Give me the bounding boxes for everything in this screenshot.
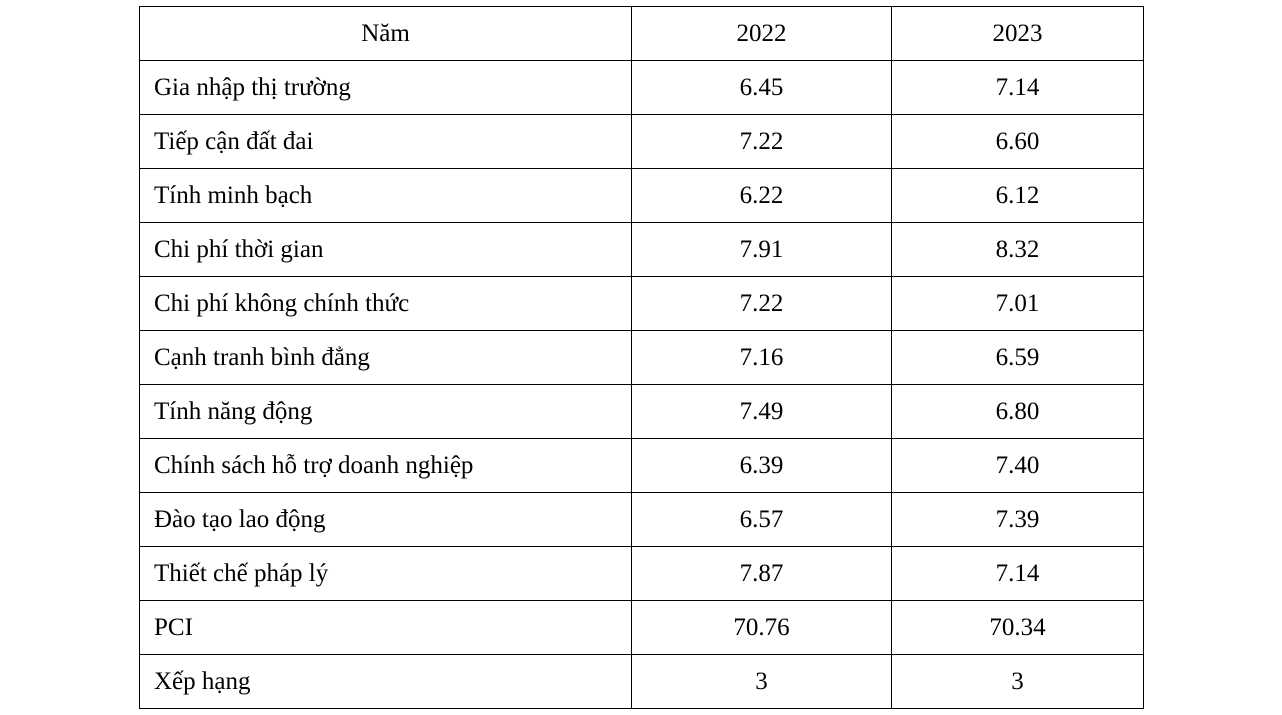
row-label: PCI bbox=[140, 601, 632, 655]
row-value-2023: 7.01 bbox=[892, 277, 1144, 331]
table-row bbox=[140, 439, 1144, 493]
row-value-2023: 8.32 bbox=[892, 223, 1144, 277]
table-row bbox=[140, 655, 1144, 709]
row-label: Chi phí không chính thức bbox=[140, 277, 632, 331]
row-value-2022: 6.57 bbox=[632, 493, 892, 547]
table-body bbox=[140, 61, 1144, 709]
row-value-2022: 7.91 bbox=[632, 223, 892, 277]
column-header-2022: 2022 bbox=[632, 7, 892, 61]
row-value-2022: 6.39 bbox=[632, 439, 892, 493]
row-value-2022: 7.49 bbox=[632, 385, 892, 439]
row-label: Gia nhập thị trường bbox=[140, 61, 632, 115]
pci-table-container bbox=[139, 6, 1143, 709]
row-label: Tính năng động bbox=[140, 385, 632, 439]
row-value-2022: 3 bbox=[632, 655, 892, 709]
row-label: Tính minh bạch bbox=[140, 169, 632, 223]
table-row bbox=[140, 169, 1144, 223]
pci-index-table bbox=[139, 6, 1144, 709]
column-header-2023: 2023 bbox=[892, 7, 1144, 61]
row-value-2023: 6.60 bbox=[892, 115, 1144, 169]
row-label: Tiếp cận đất đai bbox=[140, 115, 632, 169]
row-value-2022: 7.87 bbox=[632, 547, 892, 601]
row-value-2022: 7.22 bbox=[632, 115, 892, 169]
table-row bbox=[140, 277, 1144, 331]
row-value-2023: 7.39 bbox=[892, 493, 1144, 547]
row-value-2023: 6.59 bbox=[892, 331, 1144, 385]
table-header-row bbox=[140, 7, 1144, 61]
row-value-2022: 70.76 bbox=[632, 601, 892, 655]
table-row bbox=[140, 61, 1144, 115]
table-row bbox=[140, 493, 1144, 547]
row-label: Thiết chế pháp lý bbox=[140, 547, 632, 601]
row-value-2023: 7.14 bbox=[892, 61, 1144, 115]
row-value-2023: 70.34 bbox=[892, 601, 1144, 655]
row-value-2023: 6.80 bbox=[892, 385, 1144, 439]
row-value-2022: 7.22 bbox=[632, 277, 892, 331]
row-value-2023: 3 bbox=[892, 655, 1144, 709]
table-row bbox=[140, 385, 1144, 439]
row-label: Xếp hạng bbox=[140, 655, 632, 709]
table-row bbox=[140, 601, 1144, 655]
row-value-2023: 7.14 bbox=[892, 547, 1144, 601]
table-row bbox=[140, 115, 1144, 169]
row-value-2023: 6.12 bbox=[892, 169, 1144, 223]
table-row bbox=[140, 547, 1144, 601]
table-row bbox=[140, 223, 1144, 277]
table-header bbox=[140, 7, 1144, 61]
row-label: Đào tạo lao động bbox=[140, 493, 632, 547]
table-row bbox=[140, 331, 1144, 385]
row-value-2022: 7.16 bbox=[632, 331, 892, 385]
row-label: Chi phí thời gian bbox=[140, 223, 632, 277]
row-value-2022: 6.22 bbox=[632, 169, 892, 223]
row-value-2022: 6.45 bbox=[632, 61, 892, 115]
row-label: Chính sách hỗ trợ doanh nghiệp bbox=[140, 439, 632, 493]
column-header-label: Năm bbox=[140, 7, 632, 61]
row-value-2023: 7.40 bbox=[892, 439, 1144, 493]
row-label: Cạnh tranh bình đẳng bbox=[140, 331, 632, 385]
